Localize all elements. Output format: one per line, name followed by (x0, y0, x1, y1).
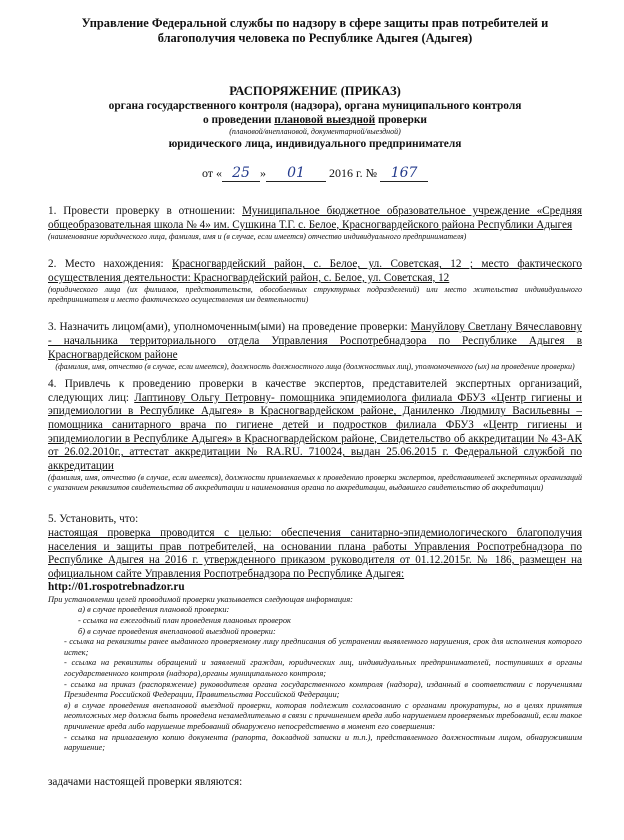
section-5-note-8: - ссылка на прилагаемую копию документа (рапорта, докладной записки и т.п.), представленного должностным лицом, обнаружившим нарушение; (64, 732, 582, 753)
section-2-note: (юридического лица (их филиалов, представительств, обособленных структурных подразделений) или место жительства индивидуального предпринимателя и место фактического осуществления им деятельности) (48, 285, 582, 305)
date-number-line (48, 165, 582, 187)
section-1-text: Муниципальное бюджетное образовательное учреждение «Средняя общеобразовательная школа № 4» им. Сушкина Т.Г. с. Белое, Красногвардейского района Республики Адыгея (48, 205, 583, 231)
date-prefix: от « (201, 166, 223, 180)
title-line3 (48, 113, 582, 127)
section-3 (48, 321, 582, 362)
rospotrebnadzor-link[interactable]: http://01.rospotrebnadzor.ru (48, 581, 185, 594)
section-5 (48, 513, 582, 595)
section-4-lead: 4. Привлечь к проведению проверки в качестве экспертов, представителей экспертных организаций, следующих лиц: (48, 378, 582, 404)
agency-header-line1: Управление Федеральной службы по надзору в сфере защиты прав потребителей и (81, 16, 549, 30)
section-2-lead: 2. Место нахождения: (48, 258, 164, 271)
section-5-note-7: в) в случае проведения внеплановой выездной проверки, которая подлежит согласованию с органами прокуратуры, но в целях принятия неотложных мер должна быть проведена незамедлительно в связи с причинением вреда либо нарушением проверяемых требований, если такое причинение вреда либо нарушение требований обнаружено непосредственно в момент его совершения: (64, 700, 582, 731)
section-4-text: Лаптинову Ольгу Петровну- помощника эпидемиолога филиала ФБУЗ «Центр гигиены и эпидемиологии в Республике Адыгея» в Красногвардейском районе, Даниленко Людмилу Васильевны – помощника санитарного врача по гигиене детей и подростков филиала ФБУЗ «Центр гигиены и эпидемиологии в Республике Адыгея» в Красногвардейском районе, Свидетельство об аккредитации № 43-АК от 26.02.2010г., аттестат аккредитации № RA.RU. 710024, выдан 25.06.2015 г. Федеральной службой по аккредитации (48, 391, 582, 472)
tasks-heading: задачами настоящей проверки являются: (48, 775, 243, 788)
section-5-lead: 5. Установить, что: (48, 513, 139, 526)
date-mid: » (260, 166, 267, 180)
agency-header-line2: благополучия человека по Республике Адыгея (Адыгея) (157, 31, 473, 45)
section-5-note-2: - ссылка на ежегодный план проведения плановых проверок (78, 616, 291, 626)
section-5-note-5: - ссылка на реквизиты обращений и заявлений граждан, юридических лиц, индивидуальных предпринимателей, поступивших в органы государственного контроля (надзора),органы муниципального контроля; (64, 658, 582, 679)
section-3-note: (фамилия, имя, отчество (в случае, если имеется), должность должностного лица (должностных лиц), уполномоченного (ых) на проведение проверки) (55, 362, 575, 372)
section-1 (48, 205, 582, 232)
section-2-text: Красногвардейский район, с. Белое, ул. Советская, 12 ; место фактического осуществления деятельности: Красногвардейский район, с. Белое, ул. Советская, 12 (48, 258, 582, 284)
agency-header (48, 16, 582, 46)
section-1-lead: 1. Провести проверку в отношении: (48, 205, 236, 217)
title-line3-suffix: проверки (375, 114, 427, 126)
section-5-notes (48, 595, 582, 754)
section-5-text: настоящая проверка проводится с целью: обеспечения санитарно-эпидемиологического благополучия населения и защиты прав потребителей, на основании плана работы Управления Роспотребнадзора по Республике Адыгея на 2016 г. утвержденного приказом руководителя от 01.12.2015г. № 186, размещен на официальном сайте Управления Роспотребнадзора по Республике Адыгея: (48, 526, 582, 580)
section-1-note: (наименование юридического лица, фамилия, имя и (в случае, если имеется) отчество индивидуального предпринимателя) (48, 232, 467, 242)
section-3-lead: 3. Назначить лицом(ами), уполномоченным(ыми) на проведение проверки: (48, 321, 408, 334)
section-4-note: (фамилия, имя, отчество (в случае, если имеется), должности привлекаемых к проведению проверки экспертов, представителей экспертных организаций с указанием реквизитов свидетельства об аккредитации и наименования органа по аккредитации, выдавшего свидетельство об аккредитации) (48, 473, 582, 493)
section-5-note-3: б) в случае проведения внеплановой выездной проверки: (78, 626, 276, 636)
section-3-text: Мануйлову Светлану Вячеславовну - начальника территориального отдела Управления Роспотребнадзора по Республике Адыгея в Красногвардейском районе (48, 321, 583, 361)
date-month: 01 (266, 165, 326, 182)
date-year: 2016 г. № (329, 166, 378, 180)
title-line5: юридического лица, индивидуального предпринимателя (168, 138, 462, 150)
section-5-note-4: - ссылка на реквизиты ранее выданного проверяемому лицу предписания об устранении выявленного нарушения, срок для исполнения которого истек; (64, 637, 582, 657)
title-line3-prefix: о проведении (203, 114, 275, 126)
section-5-note-6: - ссылка на приказ (распоряжение) руководителя органа государственного контроля (надзора), изданный в соответствии с поручениями Президента Российской Федерации, Правительства Российской Федерации; (64, 679, 582, 700)
title-line2: органа государственного контроля (надзора), органа муниципального контроля (108, 100, 522, 112)
section-5-note-0: При установлении целей проводимой проверки указывается следующая информация: (48, 594, 353, 604)
section-5-note-1: а) в случае проведения плановой проверки: (78, 605, 230, 615)
section-4 (48, 378, 582, 473)
section-2 (48, 258, 582, 285)
title-line3-underlined: плановой выездной (274, 114, 376, 126)
date-day: 25 (222, 165, 260, 182)
title-line4-note: (плановой/внеплановой, документарной/выездной) (229, 127, 401, 136)
document-title: РАСПОРЯЖЕНИЕ (ПРИКАЗ) (229, 84, 401, 98)
order-number: 167 (380, 165, 428, 182)
